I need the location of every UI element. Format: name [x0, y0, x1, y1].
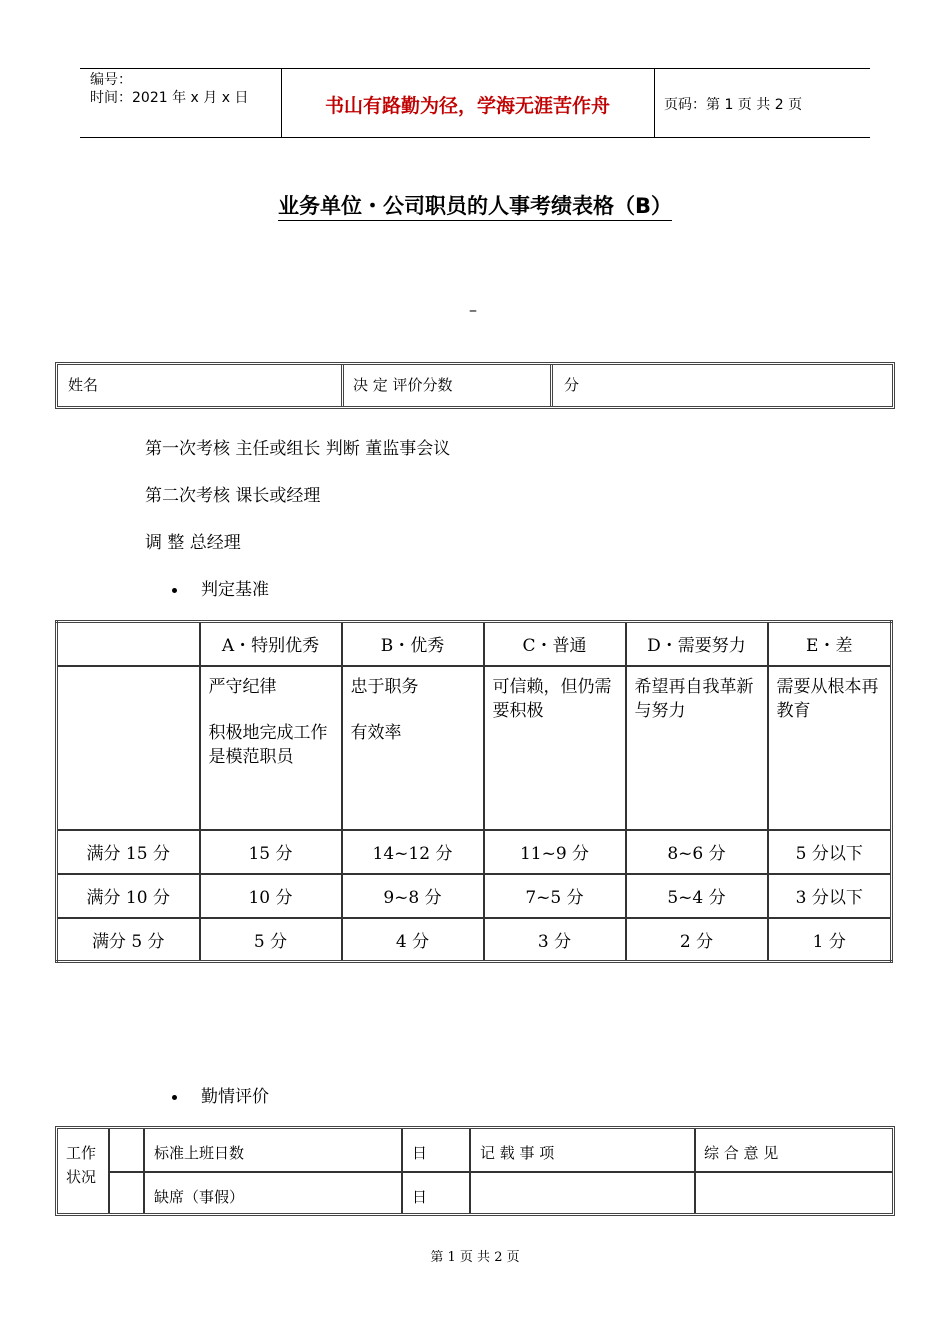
score-cell: 5 分	[200, 918, 342, 962]
score-cell: 7~5 分	[484, 874, 626, 918]
bullet-icon	[172, 588, 177, 593]
section-judgment-criteria	[172, 575, 269, 600]
row-label: 满分 15 分	[57, 830, 200, 874]
doc-date: 时间：2021 年 x 月 x 日	[90, 90, 249, 106]
desc-b: 忠于职务 有效率	[342, 666, 484, 830]
score-row-5	[57, 918, 892, 962]
header-motto: 书山有路勤为径，学海无涯苦作舟	[324, 95, 610, 117]
score-cell: 8~6 分	[626, 830, 768, 874]
score-cell: 14~12 分	[342, 830, 484, 874]
row-label: 满分 5 分	[57, 918, 200, 962]
section-attendance	[172, 1082, 269, 1107]
opinion-header: 综 合 意 见	[704, 1144, 779, 1162]
absence-unit: 日	[412, 1188, 428, 1206]
row-label: 满分 10 分	[57, 874, 200, 918]
review-line-3: 调 整 总经理	[145, 533, 241, 553]
criteria-table	[55, 620, 893, 963]
description-label-cell	[57, 666, 200, 830]
page-footer: 第 1 页 共 2 页	[430, 1250, 520, 1265]
page-title	[0, 190, 950, 220]
attendance-table	[55, 1126, 895, 1216]
score-cell: 1 分	[768, 918, 892, 962]
score-cell: 5 分以下	[768, 830, 892, 874]
grade-header-row	[57, 622, 892, 666]
page-title-text: 业务单位・公司职员的人事考绩表格（B）	[278, 194, 672, 221]
score-cell: 10 分	[200, 874, 342, 918]
score-cell: 3 分	[484, 918, 626, 962]
score-cell: 9~8 分	[342, 874, 484, 918]
grade-a: A・特别优秀	[200, 622, 342, 666]
score-unit-label: 分	[564, 376, 580, 394]
grade-e: E・差	[768, 622, 892, 666]
review-line-1: 第一次考核 主任或组长 判断 董监事会议	[145, 439, 451, 459]
score-cell: 5~4 分	[626, 874, 768, 918]
score-row-10	[57, 874, 892, 918]
header-meta	[90, 71, 248, 107]
record-header: 记 载 事 项	[480, 1144, 555, 1162]
name-score-table	[55, 362, 895, 409]
score-cell: 11~9 分	[484, 830, 626, 874]
bullet-icon	[172, 1095, 177, 1100]
work-status-label: 工作状况	[66, 1144, 97, 1186]
name-label: 姓名	[68, 376, 99, 394]
corner-cell	[57, 622, 200, 666]
review-line-2: 第二次考核 课长或经理	[145, 486, 321, 506]
score-cell: 15 分	[200, 830, 342, 874]
standard-workdays-label: 标准上班日数	[154, 1144, 245, 1162]
score-cell: 2 分	[626, 918, 768, 962]
desc-e: 需要从根本再教育	[768, 666, 892, 830]
desc-d: 希望再自我革新与努力	[626, 666, 768, 830]
absence-label: 缺席（事假）	[154, 1188, 245, 1206]
score-cell: 3 分以下	[768, 874, 892, 918]
desc-c: 可信赖，但仍需要积极	[484, 666, 626, 830]
score-cell: 4 分	[342, 918, 484, 962]
grade-c: C・普通	[484, 622, 626, 666]
dash-mark: –	[469, 300, 477, 319]
grade-b: B・优秀	[342, 622, 484, 666]
grade-d: D・需要努力	[626, 622, 768, 666]
description-row	[57, 666, 892, 830]
section-title: 判定基准	[201, 580, 269, 600]
header-page-number: 页码：第 1 页 共 2 页	[664, 97, 803, 113]
page-header	[80, 68, 870, 138]
score-row-15	[57, 830, 892, 874]
workdays-unit: 日	[412, 1144, 428, 1162]
score-label: 决 定 评价分数	[353, 376, 453, 394]
desc-a: 严守纪律 积极地完成工作是模范职员	[200, 666, 342, 830]
doc-number: 编号：	[90, 72, 132, 88]
section-title: 勤情评价	[201, 1087, 269, 1107]
